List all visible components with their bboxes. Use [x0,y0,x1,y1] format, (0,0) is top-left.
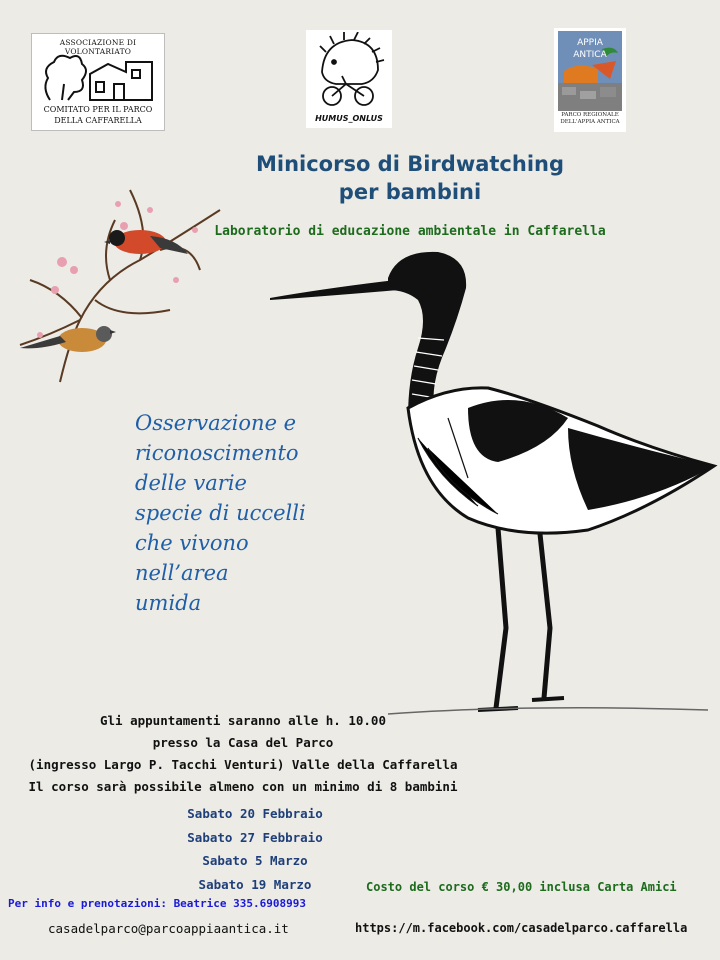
course-cost: Costo del corso € 30,00 inclusa Carta Amici [366,880,677,894]
logo-bottom-line2: DELLA CAFFARELLA [54,116,142,125]
logo-bottom-text [32,104,164,126]
description-line: specie di uccelli [135,501,306,525]
description-line: riconoscimento [135,441,299,465]
subtitle: Laboratorio di educazione ambientale in Caffarella [214,224,606,239]
appia-wordmark-bottom: ANTICA [573,50,607,60]
farmhouse-icon [40,48,156,104]
logo-appia-caption-line2: DELL'APPIA ANTICA [560,119,620,125]
course-date: Sabato 19 Marzo [198,876,312,892]
bullfinch-bird [104,230,188,254]
logo-appia-caption [554,112,626,126]
title-line2: per bambini [338,180,482,204]
course-dates [150,802,360,896]
description-line: Osservazione e [135,411,297,435]
course-date: Sabato 5 Marzo [202,853,308,868]
description-line: che vivono [135,531,249,555]
logo-appia-antica [554,28,626,132]
description-line: umida [135,591,202,615]
logo-bottom-line1: COMITATO PER IL PARCO [43,105,153,114]
hedgehog-bicycle-icon [312,32,386,112]
schedule-line: (ingresso Largo P. Tacchi Venturi) Valle della Caffarella [28,757,458,772]
description-line: delle varie [135,471,247,495]
title-line1: Minicorso di Birdwatching [255,152,565,176]
page-title [200,150,620,206]
appia-wordmark-top: APPIA [577,38,603,48]
logo-humus-caption: HUMUS_ONLUS [315,114,383,123]
description-line: nell’area [135,561,229,585]
appia-antica-emblem [558,31,622,111]
logo-humus [306,30,392,128]
logo-top-text: ASSOCIAZIONE DI VOLONTARIATO [59,38,137,56]
schedule-line: Il corso sarà possibile almeno con un minimo di 8 bambini [28,779,458,794]
schedule-line: Gli appuntamenti saranno alle h. 10.00 [100,713,386,728]
course-date: Sabato 27 Febbraio [187,829,323,845]
description-text [135,408,375,618]
facebook-link[interactable]: https://m.facebook.com/casadelparco.caffarella [355,921,688,935]
schedule-info [0,710,486,798]
course-date: Sabato 20 Febbraio [187,806,323,821]
logo-comitato-caffarella [31,33,165,131]
logo-appia-caption-line1: PARCO REGIONALE [561,112,619,118]
contact-info: Per info e prenotazioni: Beatrice 335.6908993 [8,897,307,910]
email-link[interactable]: casadelparco@parcoappiaantica.it [48,921,289,936]
schedule-line: presso la Casa del Parco [152,735,334,750]
